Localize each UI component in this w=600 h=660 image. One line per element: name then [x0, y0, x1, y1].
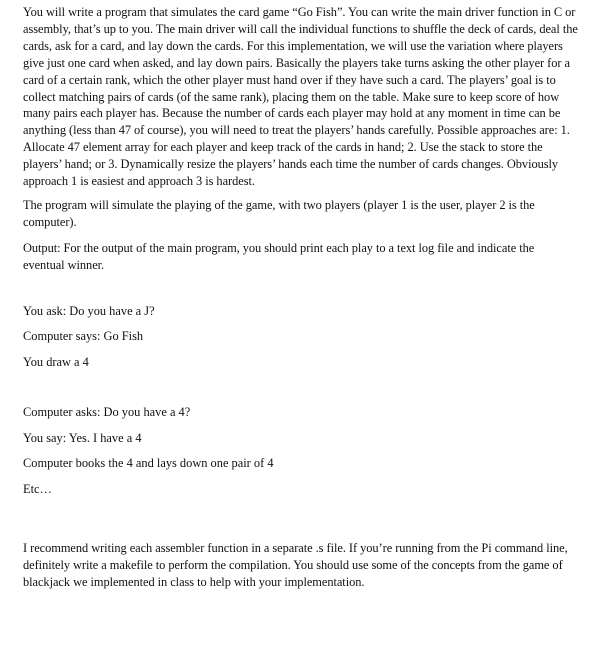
log-line: You ask: Do you have a J?	[23, 303, 155, 318]
document-body	[23, 2, 578, 591]
recommend-paragraph: I recommend writing each assembler function in a separate .s file. If you’re running from the Pi command line, definitely write a makefile to perform the compilation. You should use some of the concepts from the game of blackjack we implemented in class to help with your implementation.	[23, 541, 568, 589]
log-line: Etc…	[23, 481, 52, 496]
log-line: You draw a 4	[23, 354, 89, 369]
example-log-block-1	[23, 303, 578, 380]
example-log-block-2	[23, 404, 578, 506]
log-line: Computer asks: Do you have a 4?	[23, 405, 191, 420]
log-line: Computer says: Go Fish	[23, 329, 144, 344]
log-line: Computer books the 4 and lays down one pair of 4	[23, 456, 274, 471]
output-paragraph: Output: For the output of the main program, you should print each play to a text log file and indicate the eventual winner.	[23, 240, 535, 272]
log-line: You say: Yes. I have a 4	[23, 430, 142, 445]
program-paragraph: The program will simulate the playing of the game, with two players (player 1 is the user, player 2 is the computer).	[23, 197, 535, 229]
intro-paragraph: You will write a program that simulates the card game “Go Fish”. You can write the main driver function in C or assembly, that’s up to you. The main driver will call the individual functions to shuffle the deck of cards, deal the cards, ask for a card, and lay down the cards. For this implementation, we will use the variation where players give just one card when asked, and lay down pairs. Basically the players take turns asking the other player for a card of a certain rank, which the other player must hand over if they have such a card. The players’ goal is to collect matching pairs of cards (of the same rank), placing them on the table. Make sure to keep score of how many pairs each player has. Because the number of cards each player may hold at any moment in time can be anything (less than 47 of course), you will need to treat the players’ hands carefully. Possible approaches are: 1. Allocate 47 element array for each player and keep track of the cards in hand; 2. Use the stack to store the players’ hand; or 3. Dynamically resize the players’ hands each time the number of cards changes. Obviously approach 1 is easiest and approach 3 is hardest.	[23, 5, 578, 189]
